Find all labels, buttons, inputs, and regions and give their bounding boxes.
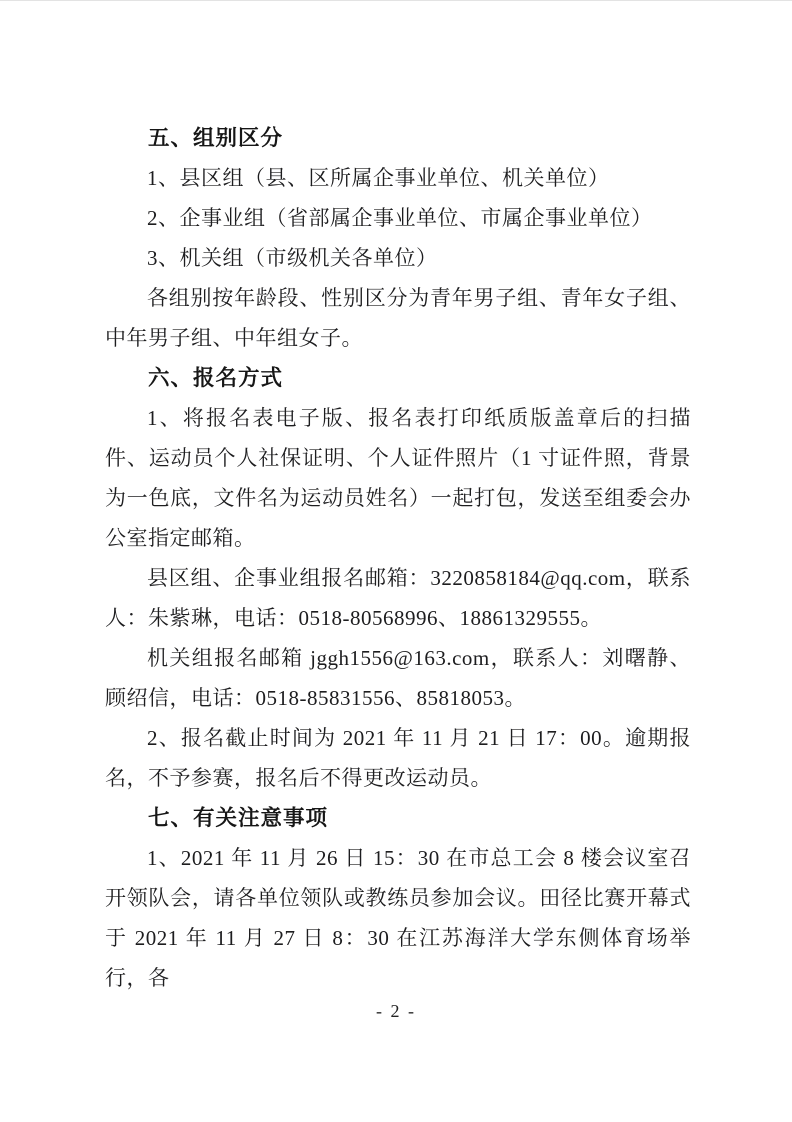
paragraph-county-enterprise-email-contact: 县区组、企事业组报名邮箱：3220858184@qq.com，联系人：朱紫琳，电话：0518-80568996、18861329555。 <box>105 566 691 630</box>
list-item-county-district-group: 1、县区组（县、区所属企事业单位、机关单位） <box>147 166 610 190</box>
section-heading-5-group-classification: 五、组别区分 <box>148 126 284 150</box>
paragraph-age-gender-subgroups: 各组别按年龄段、性别区分为青年男子组、青年女子组、中年男子组、中年组女子。 <box>105 286 691 350</box>
paragraph-registration-deadline: 2、报名截止时间为 2021 年 11 月 21 日 17：00。逾期报名，不予参赛，报名后不得更改运动员。 <box>105 726 691 790</box>
section-heading-7-notes: 七、有关注意事项 <box>148 806 329 830</box>
list-item-government-group: 3、机关组（市级机关各单位） <box>147 246 438 270</box>
paragraph-government-email-contact: 机关组报名邮箱 jggh1556@163.com，联系人：刘曙静、顾绍信，电话：0518-85831556、85818053。 <box>105 646 691 710</box>
paragraph-registration-materials: 1、将报名表电子版、报名表打印纸质版盖章后的扫描件、运动员个人社保证明、个人证件照片（1 寸证件照，背景为一色底，文件名为运动员姓名）一起打包，发送至组委会办公室指定邮箱。 <box>105 406 691 550</box>
paragraph-leaders-meeting-and-opening-ceremony: 1、2021 年 11 月 26 日 15：30 在市总工会 8 楼会议室召开领队会，请各单位领队或教练员参加会议。田径比赛开幕式于 2021 年 11 月 27 日 8：30 在江苏海洋大学东侧体育场举行，各 <box>105 846 691 990</box>
document-body <box>105 118 691 998</box>
page-number: - 2 - <box>376 1001 416 1021</box>
list-item-enterprise-group: 2、企事业组（省部属企事业单位、市属企事业单位） <box>147 206 653 230</box>
section-heading-6-registration-method: 六、报名方式 <box>148 366 284 390</box>
